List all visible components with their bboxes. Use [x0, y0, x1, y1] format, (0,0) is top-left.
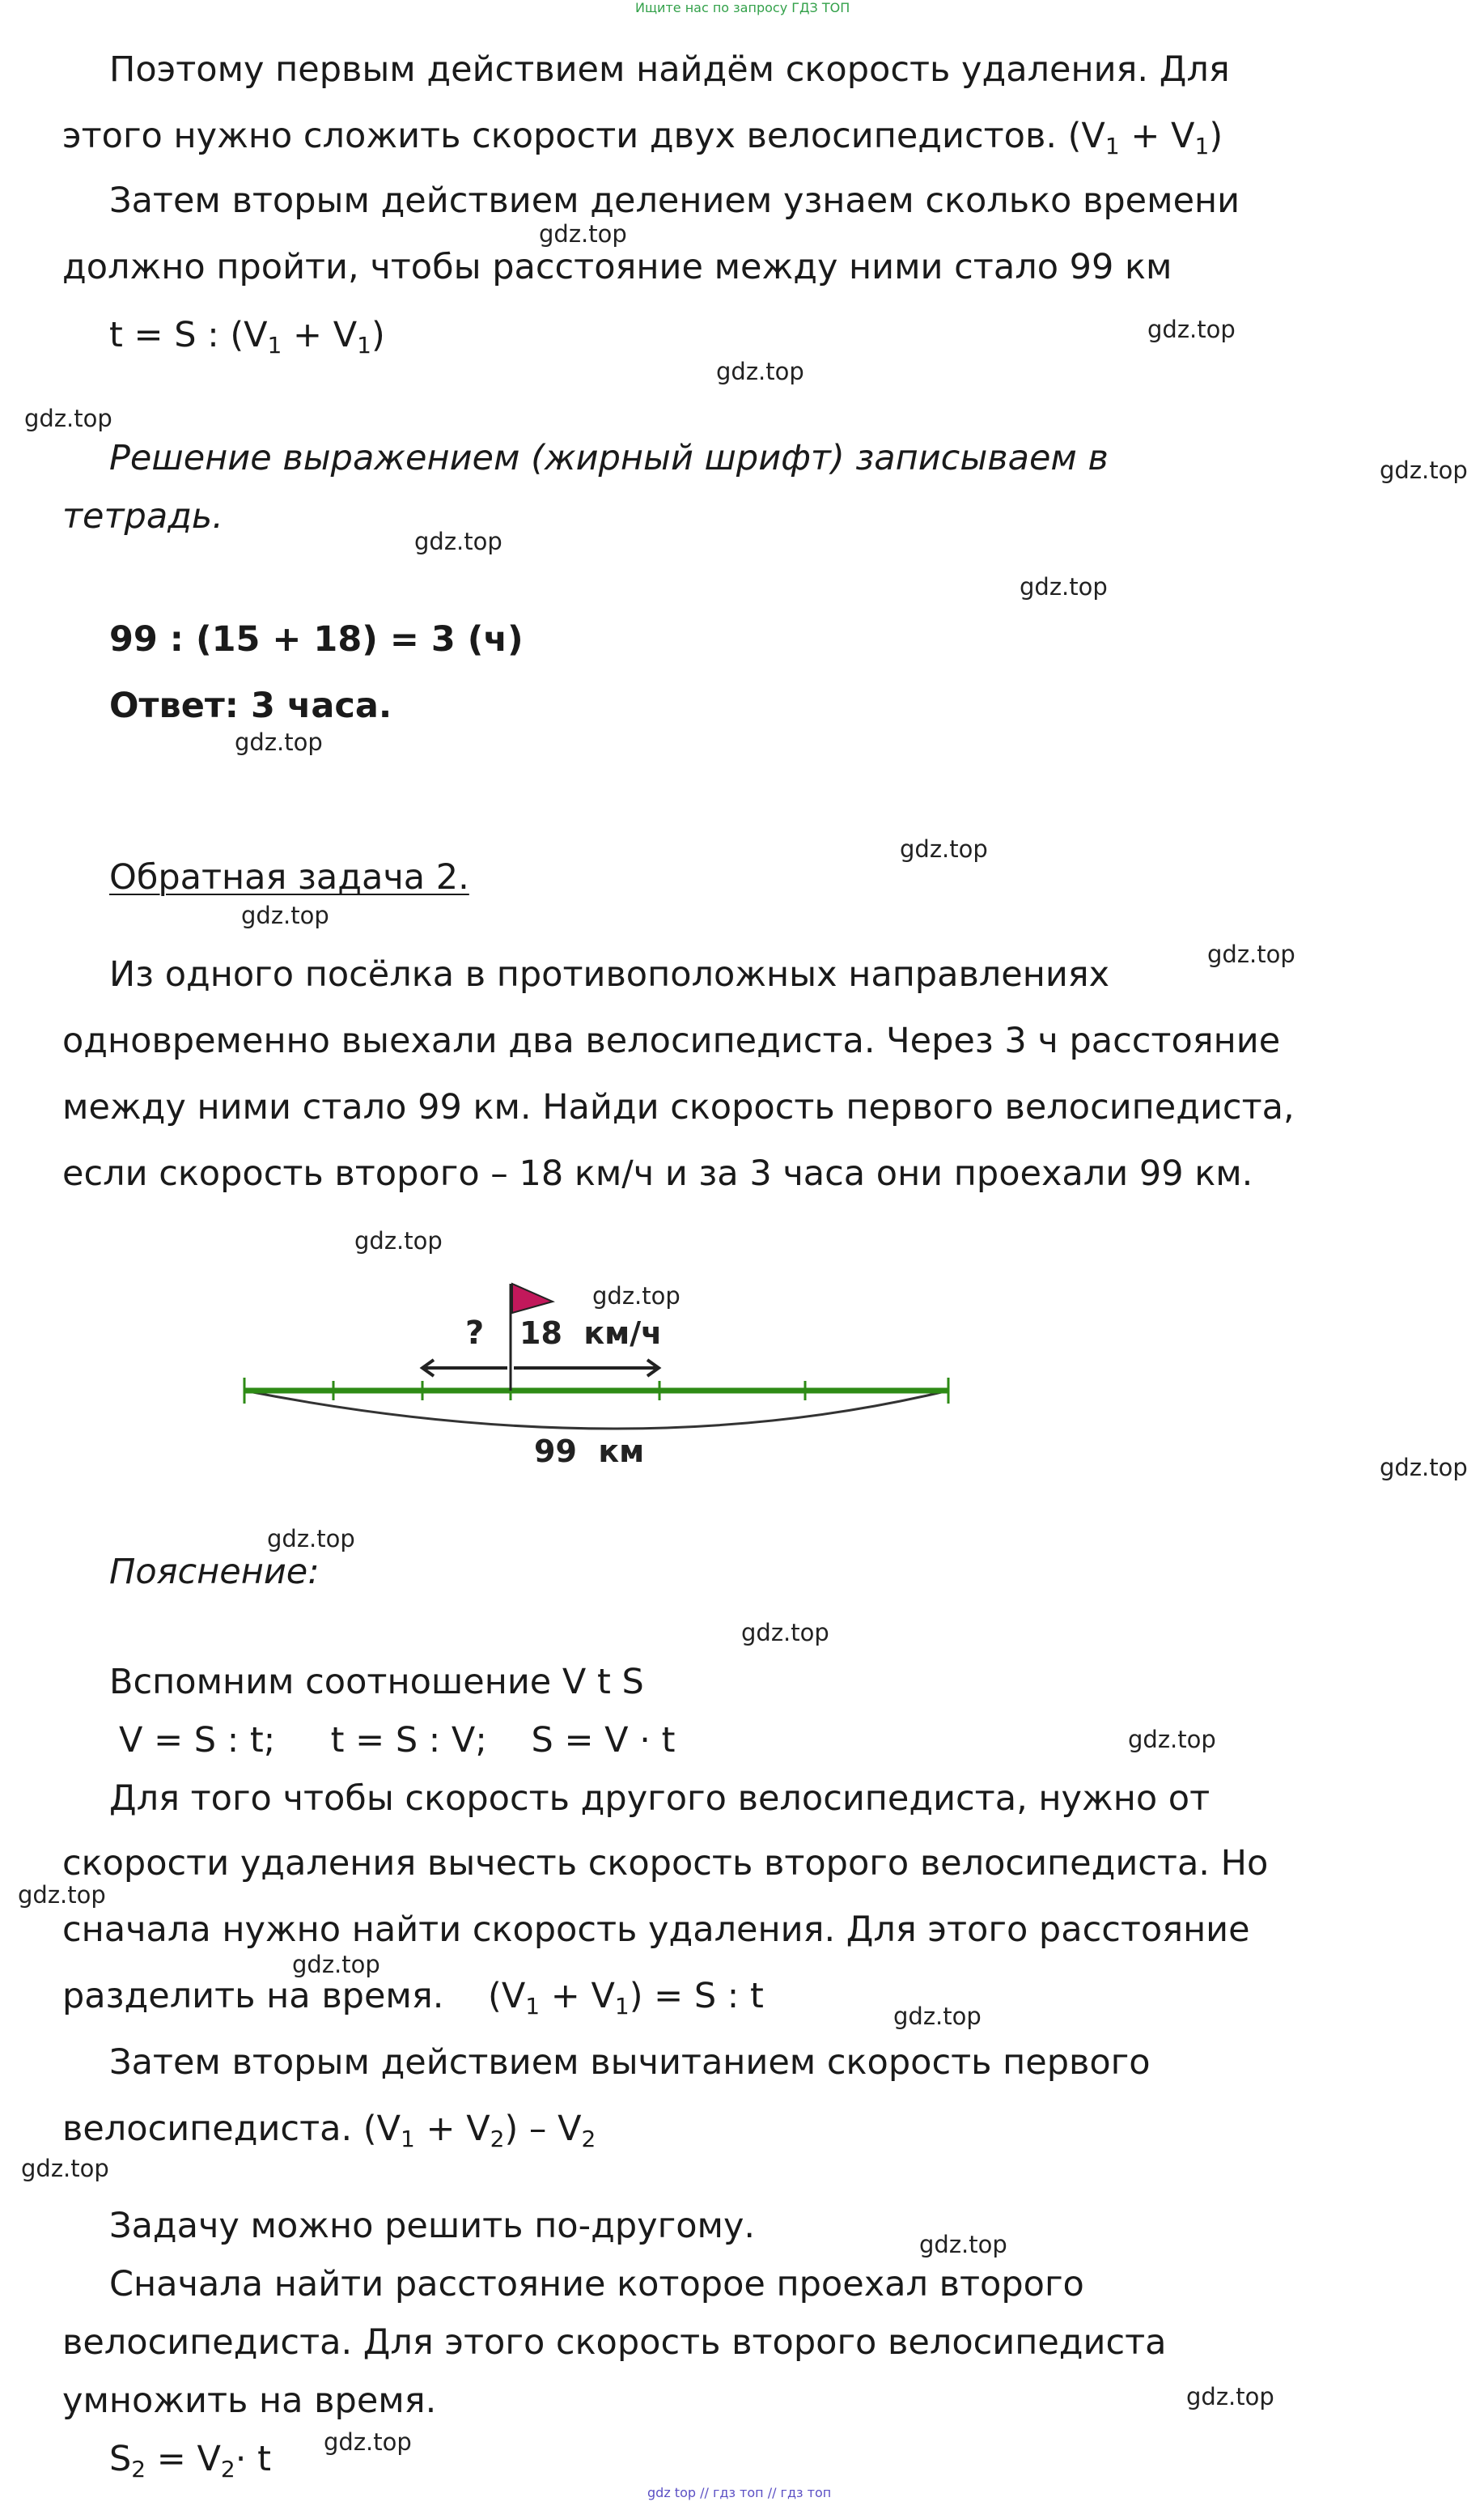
header-note: Ищите нас по запросу ГДЗ ТОП [635, 0, 850, 15]
answer-line: Ответ: 3 часа. [109, 686, 392, 726]
watermark: gdz.top [235, 728, 323, 756]
explanation-line: Для того чтобы скорость другого велосипедиста, нужно от [109, 1778, 1211, 1819]
task-title: Обратная задача 2. [109, 857, 469, 898]
solution-expression: 99 : (15 + 18) = 3 (ч) [109, 619, 524, 660]
explanation-line: Вспомним соотношение V t S [109, 1662, 644, 1702]
right-arrow [514, 1360, 659, 1376]
watermark: gdz.top [592, 1282, 681, 1310]
flag-icon [512, 1284, 553, 1313]
watermark: gdz.top [1147, 316, 1236, 343]
unknown-speed-label: ? [465, 1315, 485, 1352]
watermark: gdz.top [241, 902, 329, 929]
watermark: gdz.top [1380, 457, 1468, 484]
note-line: тетрадь. [62, 496, 223, 537]
paragraph-line: Затем вторым действием делением узнаем сколько времени [109, 181, 1240, 221]
formula-line: V = S : t; t = S : V; S = V · t [119, 1720, 676, 1761]
note-line: Решение выражением (жирный шрифт) записываем в [109, 438, 1109, 478]
watermark: gdz.top [741, 1619, 829, 1646]
explanation-line: Задачу можно решить по-другому. [109, 2206, 756, 2246]
watermark: gdz.top [1128, 1726, 1216, 1753]
watermark: gdz.top [292, 1951, 380, 1978]
formula-time: t = S : $(V_1 + V_1)$ [109, 315, 385, 359]
task-line: если скорость второго – 18 км/ч и за 3 часа они проехали 99 км. [62, 1153, 1253, 1194]
watermark: gdz.top [539, 220, 627, 248]
watermark: gdz.top [893, 2003, 982, 2030]
paragraph-line: Поэтому первым действием найдём скорость удаления. Для [109, 49, 1230, 90]
watermark: gdz.top [21, 2155, 109, 2182]
explanation-heading: Пояснение: [109, 1552, 320, 1592]
watermark: gdz.top [1186, 2383, 1274, 2410]
explanation-line: умножить на время. [62, 2381, 437, 2421]
left-arrow [422, 1360, 507, 1376]
explanation-line: разделить на время. $(V_1 + V_1) = S$ : t [62, 1976, 764, 2020]
distance-label: 99 км [534, 1434, 645, 1469]
explanation-line: Сначала найти расстояние которое проехал второго [109, 2264, 1084, 2304]
watermark: gdz.top [1020, 573, 1108, 601]
watermark: gdz.top [919, 2231, 1007, 2258]
task-line: Из одного посёлка в противоположных направлениях [109, 954, 1110, 995]
watermark: gdz.top [900, 835, 988, 863]
watermark: gdz.top [716, 358, 804, 385]
watermark: gdz.top [1207, 941, 1295, 968]
task-line: между ними стало 99 км. Найди скорость первого велосипедиста, [62, 1087, 1295, 1128]
paragraph-line: этого нужно сложить скорости двух велосипедистов. $(V_1 + V_1)$ [62, 116, 1223, 159]
footer-note: gdz top // гдз топ // гдз топ [647, 2485, 832, 2500]
paragraph-line: должно пройти, чтобы расстояние между ними стало 99 км [62, 247, 1172, 287]
watermark: gdz.top [354, 1227, 443, 1255]
speed-label: 18 км/ч [519, 1315, 663, 1351]
watermark: gdz.top [18, 1881, 106, 1909]
watermark: gdz.top [24, 405, 112, 432]
explanation-line: Затем вторым действием вычитанием скорость первого [109, 2042, 1151, 2083]
watermark: gdz.top [324, 2428, 412, 2456]
formula-distance: $S_2 = V_2\cdot t$ [109, 2439, 271, 2483]
watermark: gdz.top [414, 528, 502, 555]
explanation-line: сначала нужно найти скорость удаления. Для этого расстояние [62, 1909, 1250, 1950]
explanation-line: велосипедиста. Для этого скорость второго велосипедиста [62, 2322, 1167, 2363]
task-line: одновременно выехали два велосипедиста. Через 3 ч расстояние [62, 1021, 1281, 1061]
watermark: gdz.top [267, 1525, 355, 1552]
watermark: gdz.top [1380, 1454, 1468, 1481]
explanation-line: скорости удаления вычесть скорость второго велосипедиста. Но [62, 1843, 1269, 1884]
explanation-line: велосипедиста. $(V_1 + V_2) - V_2$ [62, 2109, 596, 2152]
distance-brace [244, 1391, 948, 1429]
